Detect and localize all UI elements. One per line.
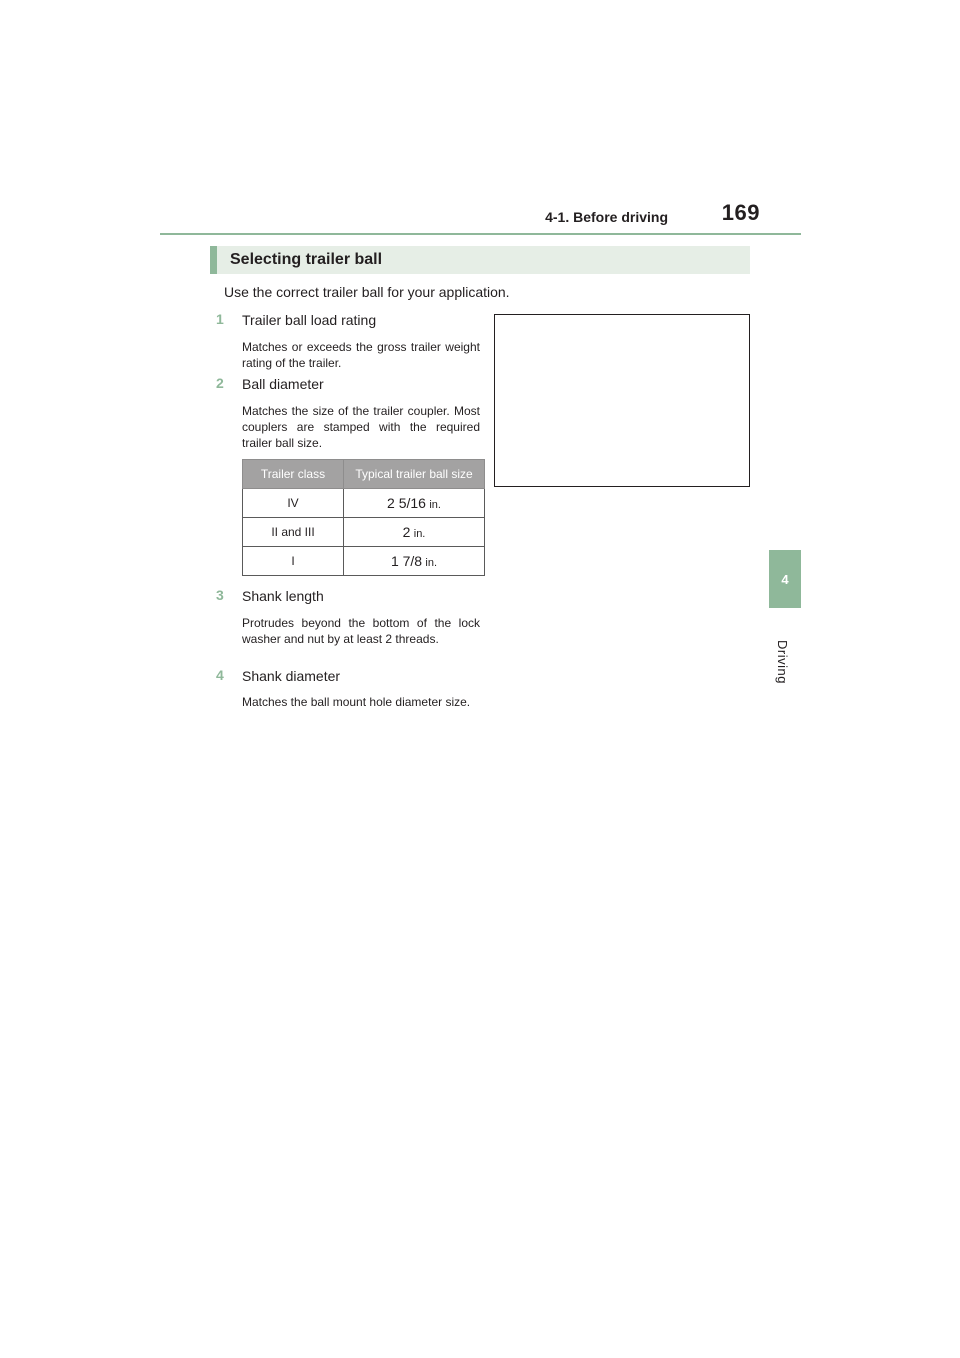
item-title-4: Shank diameter: [242, 668, 341, 684]
size-unit: in.: [413, 528, 426, 540]
item-number-3: 3: [216, 587, 224, 603]
item-number-1: 1: [216, 311, 224, 327]
illustration-frame: [494, 314, 750, 487]
size-value: 1 7/8: [390, 553, 423, 569]
chapter-tab: [769, 550, 801, 608]
section-title: Selecting trailer ball: [230, 251, 383, 268]
table-cell-class: I: [243, 547, 344, 576]
section-intro: Use the correct trailer ball for your application.: [224, 284, 510, 300]
size-unit: in.: [425, 557, 438, 569]
size-value: 2 5/16: [387, 495, 426, 511]
chapter-tab-number: 4: [781, 571, 789, 587]
item-title-2: Ball diameter: [242, 376, 324, 392]
page-number: 169: [721, 200, 760, 225]
table-cell-class: IV: [243, 489, 344, 518]
table-header-size: Typical trailer ball size: [344, 460, 485, 489]
header-divider: [160, 233, 801, 235]
trailer-ball-size-table: [242, 459, 485, 576]
chapter-tab-label: Driving: [775, 640, 790, 684]
table-cell-size: [344, 489, 485, 518]
running-header-section: 4-1. Before driving: [545, 209, 668, 225]
table-cell-class: II and III: [243, 518, 344, 547]
table-cell-size: [344, 518, 485, 547]
size-unit: in.: [429, 499, 441, 511]
table-row: [243, 489, 485, 518]
item-title-1: Trailer ball load rating: [242, 312, 377, 328]
table-header-class: Trailer class: [243, 460, 344, 489]
table-cell-size: [344, 547, 485, 576]
size-value: 2: [402, 524, 411, 540]
section-heading-bar: [210, 246, 750, 274]
item-body-1: Matches or exceeds the gross trailer weight rating of the trailer.: [242, 340, 480, 370]
table-row: [243, 518, 485, 547]
table-header-row: [243, 460, 485, 489]
item-body-4: Matches the ball mount hole diameter size.: [242, 695, 471, 709]
table-row: [243, 547, 485, 576]
item-number-4: 4: [216, 667, 224, 683]
item-body-3: Protrudes beyond the bottom of the lock washer and nut by at least 2 threads.: [242, 616, 480, 646]
item-body-2: Matches the size of the trailer coupler. Most couplers are stamped with the required trailer ball size.: [242, 404, 480, 450]
item-number-2: 2: [216, 375, 224, 391]
item-title-3: Shank length: [242, 588, 324, 604]
